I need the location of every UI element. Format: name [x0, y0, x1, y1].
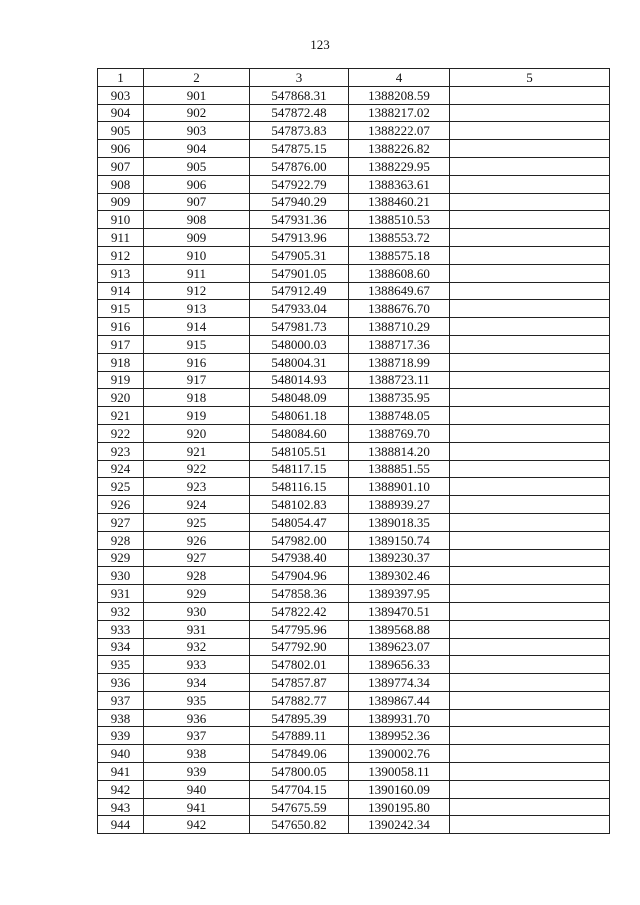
table-cell-col-3: 548054.47: [250, 513, 349, 531]
table-row: [98, 389, 610, 407]
table-cell-col-1: 919: [98, 371, 144, 389]
table-cell-col-1: 912: [98, 246, 144, 264]
table-cell-col-1: 942: [98, 780, 144, 798]
table-row: [98, 353, 610, 371]
table-cell-col-3: 548116.15: [250, 478, 349, 496]
table-cell-col-2: 914: [144, 318, 250, 336]
table-row: [98, 246, 610, 264]
table-cell-col-5: [450, 567, 610, 585]
table-cell-col-2: 913: [144, 300, 250, 318]
table-row: [98, 798, 610, 816]
header-cell-2: 2: [144, 69, 250, 87]
table-cell-col-5: [450, 531, 610, 549]
table-cell-col-2: 905: [144, 157, 250, 175]
table-cell-col-3: 548084.60: [250, 424, 349, 442]
table-row: [98, 122, 610, 140]
table-cell-col-3: 547982.00: [250, 531, 349, 549]
table-cell-col-5: [450, 585, 610, 603]
table-cell-col-3: 548014.93: [250, 371, 349, 389]
table-cell-col-5: [450, 282, 610, 300]
table-row: [98, 157, 610, 175]
table-cell-col-1: 908: [98, 175, 144, 193]
table-cell-col-2: 908: [144, 211, 250, 229]
table-cell-col-2: 939: [144, 763, 250, 781]
table-cell-col-1: 909: [98, 193, 144, 211]
table-cell-col-5: [450, 104, 610, 122]
table-cell-col-2: 903: [144, 122, 250, 140]
table-row: [98, 175, 610, 193]
table-cell-col-4: 1388710.29: [349, 318, 450, 336]
table-cell-col-1: 943: [98, 798, 144, 816]
table-cell-col-1: 929: [98, 549, 144, 567]
table-cell-col-4: 1389470.51: [349, 602, 450, 620]
table-cell-col-3: 547650.82: [250, 816, 349, 834]
table-cell-col-5: [450, 300, 610, 318]
table-cell-col-3: 548004.31: [250, 353, 349, 371]
table-cell-col-2: 934: [144, 674, 250, 692]
table-cell-col-3: 547981.73: [250, 318, 349, 336]
table-cell-col-4: 1389568.88: [349, 620, 450, 638]
table-cell-col-3: 547933.04: [250, 300, 349, 318]
table-cell-col-2: 940: [144, 780, 250, 798]
table-cell-col-2: 911: [144, 264, 250, 282]
table-row: [98, 513, 610, 531]
table-cell-col-3: 547876.00: [250, 157, 349, 175]
table-cell-col-5: [450, 193, 610, 211]
table-row: [98, 86, 610, 104]
table-cell-col-2: 918: [144, 389, 250, 407]
table-cell-col-2: 938: [144, 745, 250, 763]
table-cell-col-3: 547822.42: [250, 602, 349, 620]
table-cell-col-5: [450, 478, 610, 496]
table-cell-col-5: [450, 602, 610, 620]
table-cell-col-1: 923: [98, 442, 144, 460]
table-row: [98, 442, 610, 460]
table-cell-col-4: 1389656.33: [349, 656, 450, 674]
table-cell-col-3: 548117.15: [250, 460, 349, 478]
table-cell-col-1: 940: [98, 745, 144, 763]
table-cell-col-4: 1388575.18: [349, 246, 450, 264]
table-cell-col-1: 921: [98, 407, 144, 425]
table-cell-col-3: 548102.83: [250, 496, 349, 514]
table-cell-col-3: 547931.36: [250, 211, 349, 229]
table-cell-col-4: 1389397.95: [349, 585, 450, 603]
table-cell-col-2: 941: [144, 798, 250, 816]
table-cell-col-4: 1388676.70: [349, 300, 450, 318]
table-row: [98, 193, 610, 211]
table-row: [98, 104, 610, 122]
table-cell-col-3: 547905.31: [250, 246, 349, 264]
table-cell-col-5: [450, 496, 610, 514]
table-cell-col-5: [450, 211, 610, 229]
header-cell-5: 5: [450, 69, 610, 87]
table-cell-col-4: 1388217.02: [349, 104, 450, 122]
table-cell-col-5: [450, 442, 610, 460]
table-row: [98, 727, 610, 745]
table-cell-col-4: 1390242.34: [349, 816, 450, 834]
header-cell-3: 3: [250, 69, 349, 87]
table-row: [98, 656, 610, 674]
table-cell-col-5: [450, 674, 610, 692]
page-number: 123: [310, 37, 330, 52]
table-cell-col-3: 547858.36: [250, 585, 349, 603]
table-row: [98, 763, 610, 781]
table-cell-col-3: 547922.79: [250, 175, 349, 193]
table-cell-col-2: 929: [144, 585, 250, 603]
table-cell-col-2: 907: [144, 193, 250, 211]
table-cell-col-4: 1389302.46: [349, 567, 450, 585]
table-cell-col-4: 1388717.36: [349, 335, 450, 353]
table-cell-col-1: 930: [98, 567, 144, 585]
table-cell-col-4: 1388814.20: [349, 442, 450, 460]
table-row: [98, 780, 610, 798]
table-cell-col-3: 547904.96: [250, 567, 349, 585]
table-row: [98, 567, 610, 585]
table-cell-col-4: 1389931.70: [349, 709, 450, 727]
table-cell-col-5: [450, 709, 610, 727]
table-cell-col-4: 1389018.35: [349, 513, 450, 531]
table-row: [98, 211, 610, 229]
table-cell-col-5: [450, 460, 610, 478]
table-row: [98, 140, 610, 158]
table-cell-col-3: 548048.09: [250, 389, 349, 407]
table-cell-col-3: 547802.01: [250, 656, 349, 674]
table-cell-col-1: 916: [98, 318, 144, 336]
table-cell-col-3: 548105.51: [250, 442, 349, 460]
table-cell-col-5: [450, 424, 610, 442]
table-cell-col-2: 942: [144, 816, 250, 834]
table-row: [98, 602, 610, 620]
table-cell-col-1: 927: [98, 513, 144, 531]
table-cell-col-2: 925: [144, 513, 250, 531]
table-cell-col-4: 1388460.21: [349, 193, 450, 211]
table-cell-col-2: 916: [144, 353, 250, 371]
table-cell-col-5: [450, 140, 610, 158]
table-cell-col-4: 1388723.11: [349, 371, 450, 389]
table-cell-col-4: 1390195.80: [349, 798, 450, 816]
table-cell-col-3: 547857.87: [250, 674, 349, 692]
table-cell-col-1: 932: [98, 602, 144, 620]
table-cell-col-1: 924: [98, 460, 144, 478]
table-cell-col-2: 904: [144, 140, 250, 158]
table-cell-col-3: 547795.96: [250, 620, 349, 638]
table-cell-col-1: 933: [98, 620, 144, 638]
table-row: [98, 407, 610, 425]
table-cell-col-3: 547704.15: [250, 780, 349, 798]
table-row: [98, 620, 610, 638]
table-cell-col-4: 1388226.82: [349, 140, 450, 158]
table-cell-col-4: 1390002.76: [349, 745, 450, 763]
table-cell-col-2: 917: [144, 371, 250, 389]
table-cell-col-1: 904: [98, 104, 144, 122]
table-cell-col-3: 547849.06: [250, 745, 349, 763]
table-cell-col-5: [450, 353, 610, 371]
table-cell-col-1: 911: [98, 229, 144, 247]
table-cell-col-3: 547882.77: [250, 691, 349, 709]
table-cell-col-5: [450, 371, 610, 389]
table-cell-col-4: 1388510.53: [349, 211, 450, 229]
table-cell-col-2: 928: [144, 567, 250, 585]
table-cell-col-4: 1388851.55: [349, 460, 450, 478]
table-cell-col-1: 938: [98, 709, 144, 727]
table-row: [98, 460, 610, 478]
table-cell-col-2: 931: [144, 620, 250, 638]
table-row: [98, 674, 610, 692]
table-cell-col-4: 1388769.70: [349, 424, 450, 442]
coordinates-table: [97, 68, 610, 834]
table-cell-col-2: 923: [144, 478, 250, 496]
header-cell-1: 1: [98, 69, 144, 87]
table-cell-col-2: 919: [144, 407, 250, 425]
table-cell-col-5: [450, 656, 610, 674]
table-cell-col-2: 936: [144, 709, 250, 727]
table-cell-col-1: 922: [98, 424, 144, 442]
table-cell-col-3: 547868.31: [250, 86, 349, 104]
header-row: [98, 69, 610, 87]
table-row: [98, 282, 610, 300]
table-cell-col-4: 1389623.07: [349, 638, 450, 656]
table-cell-col-3: 548061.18: [250, 407, 349, 425]
table-cell-col-4: 1388222.07: [349, 122, 450, 140]
table-cell-col-2: 906: [144, 175, 250, 193]
table-cell-col-3: 547938.40: [250, 549, 349, 567]
table-cell-col-2: 915: [144, 335, 250, 353]
table-cell-col-1: 906: [98, 140, 144, 158]
table-cell-col-2: 921: [144, 442, 250, 460]
table-row: [98, 496, 610, 514]
table-cell-col-4: 1388649.67: [349, 282, 450, 300]
table-cell-col-2: 909: [144, 229, 250, 247]
table-row: [98, 300, 610, 318]
table-cell-col-2: 902: [144, 104, 250, 122]
table-cell-col-5: [450, 620, 610, 638]
table-cell-col-3: 547800.05: [250, 763, 349, 781]
table-cell-col-5: [450, 549, 610, 567]
table-cell-col-1: 903: [98, 86, 144, 104]
table-cell-col-3: 547889.11: [250, 727, 349, 745]
table-cell-col-5: [450, 798, 610, 816]
table-cell-col-1: 913: [98, 264, 144, 282]
table-cell-col-5: [450, 389, 610, 407]
table-cell-col-5: [450, 407, 610, 425]
table-row: [98, 816, 610, 834]
table-cell-col-3: 547913.96: [250, 229, 349, 247]
header-cell-4: 4: [349, 69, 450, 87]
table-row: [98, 585, 610, 603]
table-cell-col-2: 924: [144, 496, 250, 514]
table-cell-col-5: [450, 763, 610, 781]
table-cell-col-2: 910: [144, 246, 250, 264]
table-cell-col-5: [450, 513, 610, 531]
table-row: [98, 549, 610, 567]
table-cell-col-4: 1388363.61: [349, 175, 450, 193]
table-cell-col-5: [450, 175, 610, 193]
table-cell-col-4: 1388901.10: [349, 478, 450, 496]
table-cell-col-3: 547675.59: [250, 798, 349, 816]
table-cell-col-4: 1389867.44: [349, 691, 450, 709]
table-cell-col-1: 905: [98, 122, 144, 140]
table-cell-col-4: 1388939.27: [349, 496, 450, 514]
table-cell-col-2: 912: [144, 282, 250, 300]
table-cell-col-1: 937: [98, 691, 144, 709]
table-row: [98, 229, 610, 247]
table-row: [98, 318, 610, 336]
table-cell-col-5: [450, 335, 610, 353]
table-cell-col-1: 915: [98, 300, 144, 318]
table-row: [98, 709, 610, 727]
table-row: [98, 424, 610, 442]
table-cell-col-1: 931: [98, 585, 144, 603]
table-cell-col-1: 935: [98, 656, 144, 674]
table-header: [98, 69, 610, 87]
table-row: [98, 264, 610, 282]
table-cell-col-5: [450, 816, 610, 834]
table-cell-col-3: 547875.15: [250, 140, 349, 158]
table-cell-col-2: 926: [144, 531, 250, 549]
table-cell-col-3: 547895.39: [250, 709, 349, 727]
table-cell-col-2: 920: [144, 424, 250, 442]
table-row: [98, 478, 610, 496]
table-cell-col-5: [450, 318, 610, 336]
table-row: [98, 335, 610, 353]
table-cell-col-3: 547873.83: [250, 122, 349, 140]
table-cell-col-2: 933: [144, 656, 250, 674]
table-row: [98, 745, 610, 763]
table-cell-col-5: [450, 745, 610, 763]
table-cell-col-2: 935: [144, 691, 250, 709]
table-cell-col-1: 926: [98, 496, 144, 514]
table-body: [98, 86, 610, 833]
table-cell-col-3: 547901.05: [250, 264, 349, 282]
table-cell-col-4: 1390160.09: [349, 780, 450, 798]
table-cell-col-5: [450, 264, 610, 282]
table-cell-col-2: 930: [144, 602, 250, 620]
table-cell-col-4: 1389150.74: [349, 531, 450, 549]
table-cell-col-1: 907: [98, 157, 144, 175]
table-cell-col-4: 1388718.99: [349, 353, 450, 371]
table-cell-col-1: 941: [98, 763, 144, 781]
table-cell-col-4: 1388735.95: [349, 389, 450, 407]
table-cell-col-5: [450, 638, 610, 656]
table-cell-col-4: 1388553.72: [349, 229, 450, 247]
table-cell-col-3: 547792.90: [250, 638, 349, 656]
table-cell-col-5: [450, 86, 610, 104]
table-row: [98, 531, 610, 549]
table-cell-col-3: 547872.48: [250, 104, 349, 122]
table-cell-col-3: 547940.29: [250, 193, 349, 211]
table-cell-col-4: 1388748.05: [349, 407, 450, 425]
table-cell-col-1: 928: [98, 531, 144, 549]
table-cell-col-1: 936: [98, 674, 144, 692]
table-cell-col-1: 925: [98, 478, 144, 496]
table-cell-col-2: 922: [144, 460, 250, 478]
table-cell-col-1: 918: [98, 353, 144, 371]
table-cell-col-4: 1389952.36: [349, 727, 450, 745]
table-cell-col-5: [450, 727, 610, 745]
table-cell-col-5: [450, 691, 610, 709]
table-cell-col-5: [450, 122, 610, 140]
table-cell-col-2: 927: [144, 549, 250, 567]
table-cell-col-3: 548000.03: [250, 335, 349, 353]
table-cell-col-2: 937: [144, 727, 250, 745]
table-cell-col-5: [450, 246, 610, 264]
table-cell-col-1: 914: [98, 282, 144, 300]
table-cell-col-5: [450, 157, 610, 175]
table-cell-col-1: 934: [98, 638, 144, 656]
table-cell-col-4: 1388229.95: [349, 157, 450, 175]
table-cell-col-5: [450, 780, 610, 798]
table-row: [98, 371, 610, 389]
table-cell-col-4: 1389230.37: [349, 549, 450, 567]
table-cell-col-4: 1389774.34: [349, 674, 450, 692]
table-cell-col-1: 920: [98, 389, 144, 407]
table-cell-col-4: 1388208.59: [349, 86, 450, 104]
table-cell-col-1: 910: [98, 211, 144, 229]
table-cell-col-5: [450, 229, 610, 247]
table-cell-col-4: 1388608.60: [349, 264, 450, 282]
table-cell-col-3: 547912.49: [250, 282, 349, 300]
table-cell-col-2: 901: [144, 86, 250, 104]
table-cell-col-1: 917: [98, 335, 144, 353]
table-cell-col-1: 944: [98, 816, 144, 834]
table-row: [98, 638, 610, 656]
table-cell-col-2: 932: [144, 638, 250, 656]
table-row: [98, 691, 610, 709]
table-cell-col-4: 1390058.11: [349, 763, 450, 781]
table-cell-col-1: 939: [98, 727, 144, 745]
